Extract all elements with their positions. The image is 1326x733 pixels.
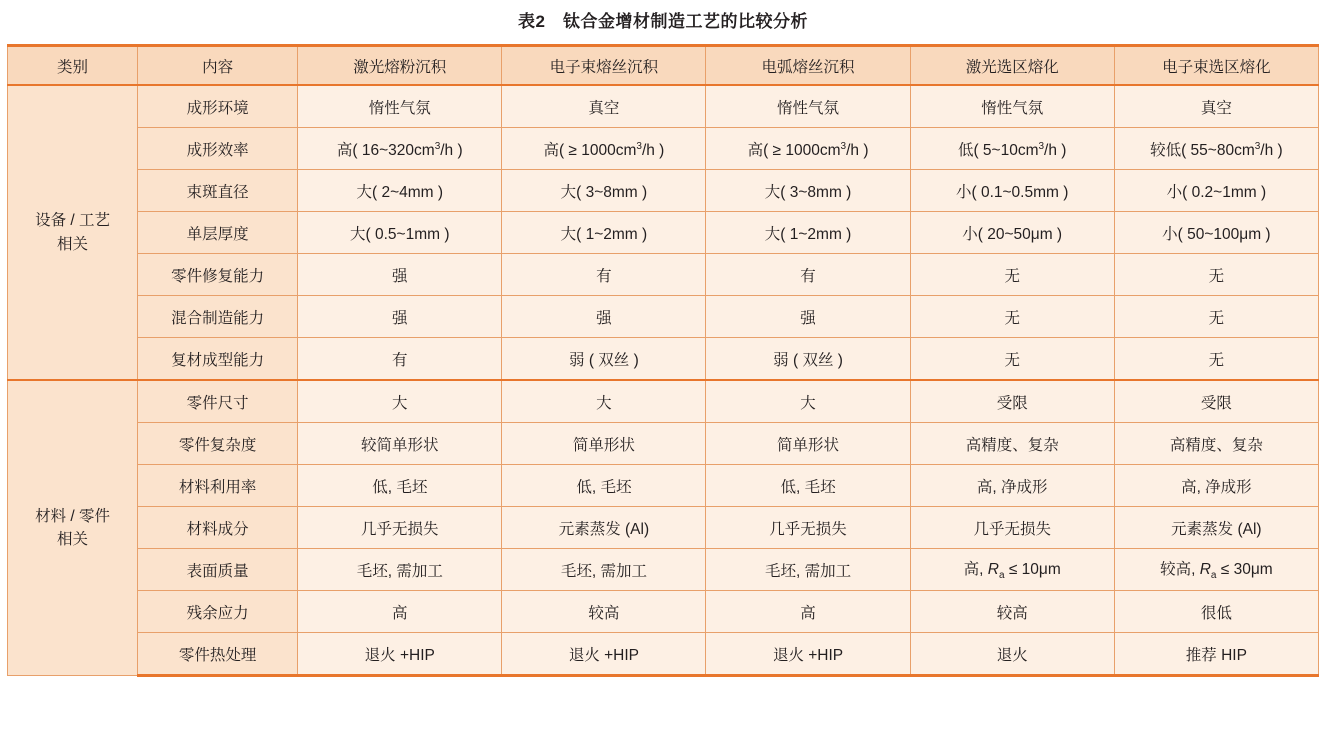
table-cell: 无	[1114, 296, 1318, 338]
row-label: 零件热处理	[138, 633, 298, 676]
table-cell: 高( $16\sim 320cm^3/h$ )	[298, 128, 502, 170]
table-cell: 较低( $55\sim 80cm^3/h$ )	[1114, 128, 1318, 170]
table-cell: 大( 3~8mm )	[706, 170, 910, 212]
table-cell: 有	[706, 254, 910, 296]
table-row	[8, 338, 1319, 381]
table-cell: 低( $5\sim 10cm^3/h$ )	[910, 128, 1114, 170]
table-cell: 大( 2~4mm )	[298, 170, 502, 212]
table-cell: 弱 ( 双丝 )	[706, 338, 910, 381]
table-cell: 高, 净成形	[910, 465, 1114, 507]
table-cell: 强	[298, 254, 502, 296]
table-cell: 较高	[910, 591, 1114, 633]
table-cell: 受限	[1114, 380, 1318, 423]
table-cell: 大	[706, 380, 910, 423]
column-header-ebsm: 电子束选区熔化	[1114, 46, 1318, 86]
table-row	[8, 85, 1319, 128]
table-cell: 退火	[910, 633, 1114, 676]
table-cell: 毛坯, 需加工	[502, 549, 706, 591]
row-label: 束斑直径	[138, 170, 298, 212]
table-cell: 高精度、复杂	[910, 423, 1114, 465]
table-cell: 低, 毛坯	[502, 465, 706, 507]
table-cell: 毛坯, 需加工	[298, 549, 502, 591]
table-row	[8, 423, 1319, 465]
table-row	[8, 633, 1319, 676]
column-header-category: 类别	[8, 46, 138, 86]
table-row	[8, 465, 1319, 507]
table-cell: 强	[502, 296, 706, 338]
table-cell: 毛坯, 需加工	[706, 549, 910, 591]
table-cell: 无	[910, 338, 1114, 381]
table-cell: 大( 0.5~1mm )	[298, 212, 502, 254]
table-caption: 表2 钛合金增材制造工艺的比较分析	[518, 12, 808, 31]
table-cell: 较简单形状	[298, 423, 502, 465]
table-cell: 高, $R_a \le 10\mu m$	[910, 549, 1114, 591]
row-label: 零件复杂度	[138, 423, 298, 465]
table-cell: 大( 1~2mm )	[706, 212, 910, 254]
table-cell: 弱 ( 双丝 )	[502, 338, 706, 381]
table-cell: 高	[706, 591, 910, 633]
table-row	[8, 296, 1319, 338]
table-cell: 大	[502, 380, 706, 423]
table-cell: 很低	[1114, 591, 1318, 633]
column-header-lmd: 激光熔粉沉积	[298, 46, 502, 86]
table-cell: 退火 +HIP	[502, 633, 706, 676]
row-label: 单层厚度	[138, 212, 298, 254]
row-label: 成形效率	[138, 128, 298, 170]
table-cell: 小( 0.2~1mm )	[1114, 170, 1318, 212]
table-cell: 惰性气氛	[706, 85, 910, 128]
table-cell: 惰性气氛	[910, 85, 1114, 128]
table-row	[8, 549, 1319, 591]
table-row	[8, 170, 1319, 212]
row-label: 材料成分	[138, 507, 298, 549]
table-cell: 高精度、复杂	[1114, 423, 1318, 465]
row-label: 混合制造能力	[138, 296, 298, 338]
table-cell: 真空	[1114, 85, 1318, 128]
comparison-table	[7, 44, 1319, 677]
table-cell: 小( 20~50μm )	[910, 212, 1114, 254]
table-cell: 小( 50~100μm )	[1114, 212, 1318, 254]
table-cell: 大	[298, 380, 502, 423]
table-cell: 推荐 HIP	[1114, 633, 1318, 676]
table-cell: 无	[910, 254, 1114, 296]
row-label: 零件尺寸	[138, 380, 298, 423]
table-row	[8, 254, 1319, 296]
table-cell: 大( 1~2mm )	[502, 212, 706, 254]
table-cell: 较高, $R_a \le 30\mu m$	[1114, 549, 1318, 591]
row-label: 成形环境	[138, 85, 298, 128]
table-cell: 退火 +HIP	[298, 633, 502, 676]
table-cell: 简单形状	[706, 423, 910, 465]
row-label: 材料利用率	[138, 465, 298, 507]
table-cell: 高	[298, 591, 502, 633]
group-label-equipment: 设备 / 工艺 相关	[8, 85, 138, 380]
table-row	[8, 591, 1319, 633]
row-label: 零件修复能力	[138, 254, 298, 296]
row-label: 残余应力	[138, 591, 298, 633]
table-cell: 高, 净成形	[1114, 465, 1318, 507]
table-row	[8, 380, 1319, 423]
table-cell: 元素蒸发 (Al)	[1114, 507, 1318, 549]
column-header-content: 内容	[138, 46, 298, 86]
table-cell: 无	[1114, 338, 1318, 381]
table-cell: 较高	[502, 591, 706, 633]
table-cell: 简单形状	[502, 423, 706, 465]
column-header-waam: 电弧熔丝沉积	[706, 46, 910, 86]
table-cell: 有	[298, 338, 502, 381]
table-cell: 几乎无损失	[910, 507, 1114, 549]
table-cell: 无	[910, 296, 1114, 338]
table-row	[8, 212, 1319, 254]
table-cell: 惰性气氛	[298, 85, 502, 128]
table-row	[8, 128, 1319, 170]
table-cell: 几乎无损失	[706, 507, 910, 549]
group-label-material: 材料 / 零件 相关	[8, 380, 138, 676]
table-header-row	[8, 46, 1319, 86]
column-header-ebfd: 电子束熔丝沉积	[502, 46, 706, 86]
table-cell: 强	[298, 296, 502, 338]
table-cell: 无	[1114, 254, 1318, 296]
table-cell: 受限	[910, 380, 1114, 423]
table-cell: 高( ≥ $1000cm^3/h$ )	[502, 128, 706, 170]
table-cell: 几乎无损失	[298, 507, 502, 549]
table-cell: 强	[706, 296, 910, 338]
table-cell: 元素蒸发 (Al)	[502, 507, 706, 549]
table-cell: 低, 毛坯	[298, 465, 502, 507]
column-header-slm: 激光选区熔化	[910, 46, 1114, 86]
row-label: 表面质量	[138, 549, 298, 591]
table-row	[8, 507, 1319, 549]
table-cell: 大( 3~8mm )	[502, 170, 706, 212]
table-cell: 低, 毛坯	[706, 465, 910, 507]
table-cell: 真空	[502, 85, 706, 128]
table-cell: 有	[502, 254, 706, 296]
table-cell: 高( ≥ $1000cm^3/h$ )	[706, 128, 910, 170]
row-label: 复材成型能力	[138, 338, 298, 381]
table-cell: 退火 +HIP	[706, 633, 910, 676]
table-cell: 小( 0.1~0.5mm )	[910, 170, 1114, 212]
